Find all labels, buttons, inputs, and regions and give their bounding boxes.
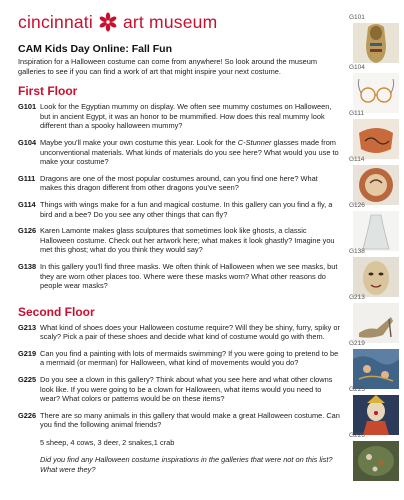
intro-text: Inspiration for a Halloween costume can come from anywhere! So look around the museum galleries to see if you can find a work of art that might inspire your next costume.	[18, 57, 318, 76]
prompt-italic-title: C-Stunner	[237, 137, 272, 147]
mummy-coffin-image	[353, 23, 399, 63]
thumbnail-label: G225	[349, 386, 365, 393]
thumbnail-label: G104	[349, 64, 365, 71]
gallery-code: G226	[18, 410, 37, 420]
gallery-code: G126	[18, 226, 37, 236]
mask-image	[353, 257, 399, 297]
gallery-entry-g213	[18, 323, 340, 342]
thumbnail-label: G101	[349, 14, 365, 21]
gallery-entry-g226	[18, 411, 340, 430]
thumbnail-g226	[349, 432, 401, 486]
gallery-entry-g111	[18, 174, 340, 193]
logo-text-left: cincinnati	[18, 11, 93, 32]
main-column	[18, 10, 340, 474]
thumbnail-g101	[349, 14, 401, 68]
thumbnail-label: G226	[349, 432, 365, 439]
prompt-text-part: Maybe you'll make your own costume this year. Look for the	[40, 137, 238, 147]
flower-logo-icon	[98, 12, 118, 32]
page-title: CAM Kids Day Online: Fall Fun	[18, 43, 173, 55]
gallery-entry-g219	[18, 349, 340, 368]
clown-painting-image	[353, 395, 399, 435]
gallery-entry-g114	[18, 200, 340, 219]
gallery-code: G111	[18, 173, 36, 183]
gallery-code: G219	[18, 348, 37, 358]
second-floor-heading: Second Floor	[18, 304, 95, 319]
thumbnail-label: G219	[349, 340, 365, 347]
gallery-code: G213	[18, 322, 37, 332]
gallery-code: G114	[18, 199, 36, 209]
gallery-prompt: In this gallery you'll find three masks. We often think of Halloween when we see masks, but they are worn other places too. Where were these masks worn? What other reasons do people wear masks?	[40, 261, 338, 291]
gallery-code: G104	[18, 137, 37, 147]
thumbnail-label: G213	[349, 294, 365, 301]
logo-text-right: art museum	[122, 11, 218, 32]
thumbnail-label: G138	[349, 248, 365, 255]
thumbnail-label: G114	[349, 156, 365, 163]
gallery-prompt: Dragons are one of the most popular costumes around, can you find one here? What makes this dragon different from other dragons you've seen?	[40, 173, 318, 193]
gallery-entry-g138	[18, 262, 340, 291]
plate-image	[353, 165, 399, 205]
prompt-text-part: glasses made from unconventional materials. What kinds of materials do you see here? What would you use to make your costume?	[40, 137, 339, 167]
gallery-code: G138	[18, 261, 37, 271]
animal-list: 5 sheep, 4 cows, 3 deer, 2 snakes,1 crab	[40, 438, 175, 448]
gallery-prompt: Karen Lamonte makes glass sculptures that sometimes look like ghosts, a classic Halloween costume. Check out her artwork here; what makes it look ghastly? Imagine you met this ghost; what do you think they would say?	[40, 226, 335, 255]
gallery-entry-g101	[18, 102, 340, 131]
shoe-image	[353, 303, 399, 343]
mermaid-painting-image	[353, 349, 399, 389]
thumbnail-label: G111	[349, 110, 364, 117]
museum-logo[interactable]	[18, 10, 340, 34]
gallery-code: G101	[18, 102, 37, 112]
first-floor-heading: First Floor	[18, 84, 78, 99]
glass-dress-sculpture-image	[353, 211, 399, 251]
thumbnail-label: G126	[349, 202, 365, 209]
gallery-prompt: Do you see a clown in this gallery? Think about what you see here and what other clowns look like. If you were going to be a clown for Halloween, what items would you need to wear? What colors or patterns would be on these items?	[40, 375, 333, 404]
glasses-image	[353, 73, 399, 113]
gallery-prompt: Can you find a painting with lots of mermaids swimming? If you were going to pretend to be a mermaid (or merman) for Halloween, what kind of movements would you do?	[40, 348, 339, 368]
gallery-entry-g225	[18, 375, 340, 404]
gallery-prompt	[40, 138, 340, 167]
gallery-prompt: Things with wings make for a fun and magical costume. In this gallery can you find a fly, a bird and a bee? Do you see any other things that can fly?	[40, 199, 333, 219]
gallery-prompt: Look for the Egyptian mummy on display. We often see mummy costumes on Halloween, but in ancient Egypt, it was an honor to be mummified. How does this real mummy look different than a spooky halloween mummy?	[40, 102, 332, 131]
gallery-prompt: There are so many animals in this gallery that would make a great Halloween costume. Can you find the following animal friends?	[40, 410, 340, 430]
gallery-prompt: What kind of shoes does your Halloween costume require? Will they be shiny, furry, spiky or scaly? Pick a pair of these shoes and decide what kind of costume would go with them.	[40, 322, 340, 342]
gallery-code: G225	[18, 375, 37, 385]
animals-painting-image	[353, 441, 399, 481]
gallery-entry-g126	[18, 226, 340, 255]
dragon-vase-image	[353, 119, 399, 159]
closing-question: Did you find any Halloween costume inspirations in the galleries that were not on this list? What were they?	[40, 455, 333, 474]
gallery-entry-g104	[18, 138, 340, 167]
